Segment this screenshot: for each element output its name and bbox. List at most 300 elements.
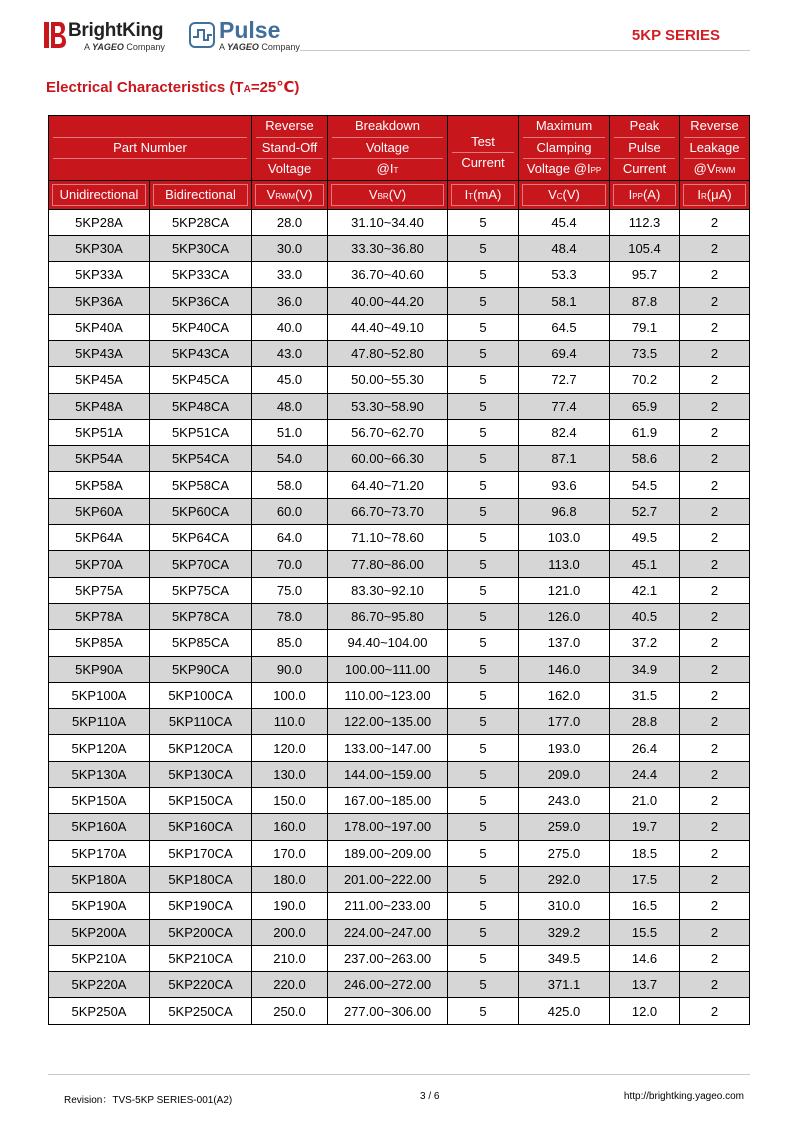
unit-text: (V) bbox=[562, 186, 580, 202]
unidirectional-cell: 5KP48A bbox=[49, 393, 150, 419]
bidirectional-cell: 5KP75CA bbox=[150, 577, 252, 603]
header-line: Leakage bbox=[684, 138, 745, 160]
vc-cell: 292.0 bbox=[519, 866, 610, 892]
revision-text: Revision：TVS-5KP SERIES-001(A2) bbox=[64, 1095, 233, 1106]
vbr-cell: 77.80~86.00 bbox=[328, 551, 448, 577]
it-cell: 5 bbox=[448, 682, 519, 708]
vrwm-cell: 36.0 bbox=[252, 288, 328, 314]
vbr-cell: 277.00~306.00 bbox=[328, 998, 448, 1024]
bidirectional-cell: 5KP28CA bbox=[150, 209, 252, 235]
vbr-cell: 64.40~71.20 bbox=[328, 472, 448, 498]
bidirectional-cell: 5KP250CA bbox=[150, 998, 252, 1024]
ir-cell: 2 bbox=[680, 577, 750, 603]
vrwm-cell: 90.0 bbox=[252, 656, 328, 682]
vrwm-cell: 250.0 bbox=[252, 998, 328, 1024]
it-cell: 5 bbox=[448, 446, 519, 472]
vrwm-cell: 48.0 bbox=[252, 393, 328, 419]
vbr-cell: 189.00~209.00 bbox=[328, 840, 448, 866]
table-row bbox=[49, 393, 750, 419]
table-row bbox=[49, 788, 750, 814]
unidirectional-cell: 5KP36A bbox=[49, 288, 150, 314]
ipp-cell: 58.6 bbox=[610, 446, 680, 472]
ir-cell: 2 bbox=[680, 446, 750, 472]
unit-symbol: I bbox=[628, 186, 633, 202]
vrwm-cell: 160.0 bbox=[252, 814, 328, 840]
bidirectional-cell: 5KP64CA bbox=[150, 525, 252, 551]
unit-symbol: V bbox=[548, 186, 557, 202]
vbr-cell: 86.70~95.80 bbox=[328, 603, 448, 629]
ipp-cell: 19.7 bbox=[610, 814, 680, 840]
vbr-cell: 211.00~233.00 bbox=[328, 893, 448, 919]
vbr-cell: 246.00~272.00 bbox=[328, 972, 448, 998]
vc-cell: 69.4 bbox=[519, 340, 610, 366]
tagline-brand: YAGEO bbox=[92, 42, 124, 52]
breakdown-voltage-header bbox=[328, 116, 448, 181]
bidirectional-cell: 5KP220CA bbox=[150, 972, 252, 998]
vbr-cell: 100.00~111.00 bbox=[328, 656, 448, 682]
table-row bbox=[49, 709, 750, 735]
unit-subscript: T bbox=[468, 191, 474, 201]
vrwm-cell: 170.0 bbox=[252, 840, 328, 866]
unidirectional-cell: 5KP75A bbox=[49, 577, 150, 603]
header-line bbox=[332, 159, 443, 180]
ir-cell: 2 bbox=[680, 367, 750, 393]
unidirectional-cell: 5KP43A bbox=[49, 340, 150, 366]
it-unit bbox=[448, 180, 519, 209]
vrwm-cell: 220.0 bbox=[252, 972, 328, 998]
unit-subscript: C bbox=[556, 191, 563, 201]
unidirectional-cell: 5KP40A bbox=[49, 314, 150, 340]
it-cell: 5 bbox=[448, 972, 519, 998]
title-subscript: A bbox=[243, 84, 251, 95]
it-cell: 5 bbox=[448, 472, 519, 498]
table-body bbox=[49, 209, 750, 1024]
ir-cell: 2 bbox=[680, 630, 750, 656]
bidirectional-header bbox=[150, 180, 252, 209]
ipp-cell: 28.8 bbox=[610, 709, 680, 735]
vbr-cell: 44.40~49.10 bbox=[328, 314, 448, 340]
tagline-suffix: Company bbox=[126, 42, 165, 52]
vbr-cell: 237.00~263.00 bbox=[328, 945, 448, 971]
vbr-cell: 71.10~78.60 bbox=[328, 525, 448, 551]
vc-cell: 121.0 bbox=[519, 577, 610, 603]
ir-cell: 2 bbox=[680, 866, 750, 892]
ir-cell: 2 bbox=[680, 288, 750, 314]
header-text: Voltage @I bbox=[526, 161, 591, 176]
part-number-header bbox=[49, 116, 252, 181]
header-text: @I bbox=[376, 161, 394, 176]
header-line: Test bbox=[452, 132, 514, 154]
header-text: @V bbox=[693, 161, 716, 176]
ir-cell: 2 bbox=[680, 235, 750, 261]
unidirectional-cell: 5KP110A bbox=[49, 709, 150, 735]
vc-unit bbox=[519, 180, 610, 209]
vrwm-cell: 28.0 bbox=[252, 209, 328, 235]
ipp-cell: 24.4 bbox=[610, 761, 680, 787]
ipp-cell: 31.5 bbox=[610, 682, 680, 708]
vrwm-cell: 75.0 bbox=[252, 577, 328, 603]
vc-cell: 113.0 bbox=[519, 551, 610, 577]
ipp-cell: 12.0 bbox=[610, 998, 680, 1024]
bidirectional-cell: 5KP45CA bbox=[150, 367, 252, 393]
table-row bbox=[49, 209, 750, 235]
it-cell: 5 bbox=[448, 340, 519, 366]
unidirectional-cell: 5KP100A bbox=[49, 682, 150, 708]
table-row bbox=[49, 314, 750, 340]
unidirectional-cell: 5KP78A bbox=[49, 603, 150, 629]
table-row bbox=[49, 367, 750, 393]
it-cell: 5 bbox=[448, 919, 519, 945]
header-line bbox=[684, 159, 745, 180]
ipp-cell: 73.5 bbox=[610, 340, 680, 366]
vbr-cell: 50.00~55.30 bbox=[328, 367, 448, 393]
it-cell: 5 bbox=[448, 998, 519, 1024]
bidirectional-cell: 5KP170CA bbox=[150, 840, 252, 866]
part-number-label: Part Number bbox=[53, 137, 247, 159]
vbr-cell: 47.80~52.80 bbox=[328, 340, 448, 366]
bidirectional-cell: 5KP85CA bbox=[150, 630, 252, 656]
unidirectional-header bbox=[49, 180, 150, 209]
unidirectional-cell: 5KP58A bbox=[49, 472, 150, 498]
ir-cell: 2 bbox=[680, 525, 750, 551]
vc-cell: 103.0 bbox=[519, 525, 610, 551]
header-line: Pulse bbox=[614, 138, 675, 160]
header-line: Stand-Off bbox=[256, 138, 323, 160]
vbr-cell: 224.00~247.00 bbox=[328, 919, 448, 945]
unit-text: (A) bbox=[642, 186, 661, 202]
header-line: Peak bbox=[614, 116, 675, 138]
vbr-cell: 133.00~147.00 bbox=[328, 735, 448, 761]
ipp-cell: 17.5 bbox=[610, 866, 680, 892]
reverse-standoff-header bbox=[252, 116, 328, 181]
table-row bbox=[49, 551, 750, 577]
vrwm-unit bbox=[252, 180, 328, 209]
vbr-cell: 167.00~185.00 bbox=[328, 788, 448, 814]
header-line: Reverse bbox=[684, 116, 745, 138]
it-cell: 5 bbox=[448, 419, 519, 445]
ipp-cell: 54.5 bbox=[610, 472, 680, 498]
bidirectional-cell: 5KP40CA bbox=[150, 314, 252, 340]
ir-cell: 2 bbox=[680, 919, 750, 945]
pulse-name: Pulse bbox=[219, 17, 281, 43]
vc-cell: 137.0 bbox=[519, 630, 610, 656]
header-line: Clamping bbox=[523, 138, 605, 160]
unidirectional-cell: 5KP150A bbox=[49, 788, 150, 814]
it-cell: 5 bbox=[448, 577, 519, 603]
pulse-tagline bbox=[219, 42, 300, 52]
unidirectional-cell: 5KP90A bbox=[49, 656, 150, 682]
vc-cell: 72.7 bbox=[519, 367, 610, 393]
unidirectional-cell: 5KP30A bbox=[49, 235, 150, 261]
table-row bbox=[49, 262, 750, 288]
bidirectional-cell: 5KP100CA bbox=[150, 682, 252, 708]
it-cell: 5 bbox=[448, 498, 519, 524]
unidirectional-cell: 5KP64A bbox=[49, 525, 150, 551]
vc-cell: 96.8 bbox=[519, 498, 610, 524]
vrwm-cell: 100.0 bbox=[252, 682, 328, 708]
unidirectional-cell: 5KP60A bbox=[49, 498, 150, 524]
ir-cell: 2 bbox=[680, 998, 750, 1024]
bidirectional-cell: 5KP150CA bbox=[150, 788, 252, 814]
vc-cell: 93.6 bbox=[519, 472, 610, 498]
ipp-cell: 37.2 bbox=[610, 630, 680, 656]
section-title bbox=[46, 78, 299, 96]
electrical-characteristics-table bbox=[48, 115, 750, 1025]
table-row bbox=[49, 998, 750, 1024]
bidirectional-cell: 5KP180CA bbox=[150, 866, 252, 892]
vc-cell: 275.0 bbox=[519, 840, 610, 866]
vc-cell: 87.1 bbox=[519, 446, 610, 472]
bidirectional-cell: 5KP130CA bbox=[150, 761, 252, 787]
unit-text: (mA) bbox=[473, 186, 502, 202]
vc-cell: 45.4 bbox=[519, 209, 610, 235]
ir-cell: 2 bbox=[680, 761, 750, 787]
unidirectional-cell: 5KP33A bbox=[49, 262, 150, 288]
table-row bbox=[49, 288, 750, 314]
bidirectional-cell: 5KP30CA bbox=[150, 235, 252, 261]
tagline-suffix: Company bbox=[261, 42, 300, 52]
unit-symbol: V bbox=[266, 186, 276, 202]
ipp-cell: 40.5 bbox=[610, 603, 680, 629]
vrwm-cell: 43.0 bbox=[252, 340, 328, 366]
vrwm-cell: 110.0 bbox=[252, 709, 328, 735]
unidirectional-cell: 5KP180A bbox=[49, 866, 150, 892]
it-cell: 5 bbox=[448, 656, 519, 682]
vc-cell: 243.0 bbox=[519, 788, 610, 814]
table-row bbox=[49, 603, 750, 629]
unit-symbol: V bbox=[368, 186, 378, 202]
vbr-cell: 201.00~222.00 bbox=[328, 866, 448, 892]
unidirectional-cell: 5KP28A bbox=[49, 209, 150, 235]
header-row bbox=[49, 116, 750, 181]
vrwm-cell: 60.0 bbox=[252, 498, 328, 524]
table-row bbox=[49, 866, 750, 892]
bidirectional-cell: 5KP78CA bbox=[150, 603, 252, 629]
vc-cell: 425.0 bbox=[519, 998, 610, 1024]
vbr-cell: 83.30~92.10 bbox=[328, 577, 448, 603]
title-prefix: Electrical Characteristics (T bbox=[46, 79, 244, 96]
it-cell: 5 bbox=[448, 314, 519, 340]
header-line: Current bbox=[622, 161, 667, 176]
ir-cell: 2 bbox=[680, 972, 750, 998]
table-row bbox=[49, 840, 750, 866]
ir-cell: 2 bbox=[680, 209, 750, 235]
it-cell: 5 bbox=[448, 603, 519, 629]
vc-cell: 349.5 bbox=[519, 945, 610, 971]
ipp-cell: 49.5 bbox=[610, 525, 680, 551]
vrwm-cell: 130.0 bbox=[252, 761, 328, 787]
ipp-cell: 26.4 bbox=[610, 735, 680, 761]
website-link[interactable]: http://brightking.yageo.com bbox=[623, 1091, 744, 1102]
bidirectional-cell: 5KP60CA bbox=[150, 498, 252, 524]
table-row bbox=[49, 761, 750, 787]
ir-cell: 2 bbox=[680, 262, 750, 288]
bidirectional-cell: 5KP90CA bbox=[150, 656, 252, 682]
vrwm-cell: 78.0 bbox=[252, 603, 328, 629]
vc-cell: 146.0 bbox=[519, 656, 610, 682]
vc-cell: 48.4 bbox=[519, 235, 610, 261]
ir-cell: 2 bbox=[680, 472, 750, 498]
unidirectional-cell: 5KP190A bbox=[49, 893, 150, 919]
ipp-cell: 21.0 bbox=[610, 788, 680, 814]
ir-unit bbox=[680, 180, 750, 209]
vc-cell: 126.0 bbox=[519, 603, 610, 629]
vc-cell: 259.0 bbox=[519, 814, 610, 840]
unidirectional-cell: 5KP51A bbox=[49, 419, 150, 445]
header-subscript: T bbox=[393, 166, 399, 175]
series-title: 5KP SERIES bbox=[631, 27, 720, 44]
unidirectional-cell: 5KP250A bbox=[49, 998, 150, 1024]
tagline-brand: YAGEO bbox=[227, 42, 259, 52]
ipp-cell: 87.8 bbox=[610, 288, 680, 314]
vc-cell: 162.0 bbox=[519, 682, 610, 708]
it-cell: 5 bbox=[448, 630, 519, 656]
vrwm-cell: 70.0 bbox=[252, 551, 328, 577]
vrwm-cell: 180.0 bbox=[252, 866, 328, 892]
ir-cell: 2 bbox=[680, 340, 750, 366]
bidirectional-cell: 5KP58CA bbox=[150, 472, 252, 498]
vrwm-cell: 64.0 bbox=[252, 525, 328, 551]
pulse-logo-icon bbox=[189, 22, 215, 48]
table-row bbox=[49, 682, 750, 708]
ipp-cell: 105.4 bbox=[610, 235, 680, 261]
unit-subscript: RWM bbox=[275, 191, 296, 201]
vc-cell: 329.2 bbox=[519, 919, 610, 945]
vc-cell: 53.3 bbox=[519, 262, 610, 288]
ir-cell: 2 bbox=[680, 551, 750, 577]
ir-cell: 2 bbox=[680, 945, 750, 971]
vc-cell: 77.4 bbox=[519, 393, 610, 419]
vrwm-cell: 190.0 bbox=[252, 893, 328, 919]
unidirectional-cell: 5KP200A bbox=[49, 919, 150, 945]
bidirectional-cell: 5KP51CA bbox=[150, 419, 252, 445]
vc-cell: 64.5 bbox=[519, 314, 610, 340]
ir-cell: 2 bbox=[680, 656, 750, 682]
ir-cell: 2 bbox=[680, 814, 750, 840]
table-row bbox=[49, 235, 750, 261]
ir-cell: 2 bbox=[680, 682, 750, 708]
test-current-header bbox=[448, 116, 519, 181]
table-row bbox=[49, 419, 750, 445]
vc-cell: 193.0 bbox=[519, 735, 610, 761]
vrwm-cell: 150.0 bbox=[252, 788, 328, 814]
header-line: Voltage bbox=[267, 161, 312, 176]
ir-cell: 2 bbox=[680, 709, 750, 735]
it-cell: 5 bbox=[448, 262, 519, 288]
ipp-cell: 15.5 bbox=[610, 919, 680, 945]
table-row bbox=[49, 893, 750, 919]
unit-subscript: BR bbox=[377, 191, 389, 201]
bidirectional-cell: 5KP43CA bbox=[150, 340, 252, 366]
it-cell: 5 bbox=[448, 525, 519, 551]
it-cell: 5 bbox=[448, 893, 519, 919]
ipp-cell: 14.6 bbox=[610, 945, 680, 971]
ir-cell: 2 bbox=[680, 788, 750, 814]
vbr-cell: 31.10~34.40 bbox=[328, 209, 448, 235]
unidirectional-cell: 5KP70A bbox=[49, 551, 150, 577]
table-row bbox=[49, 656, 750, 682]
ipp-cell: 65.9 bbox=[610, 393, 680, 419]
unidirectional-cell: 5KP160A bbox=[49, 814, 150, 840]
unidirectional-cell: 5KP130A bbox=[49, 761, 150, 787]
ipp-cell: 42.1 bbox=[610, 577, 680, 603]
unidirectional-cell: 5KP54A bbox=[49, 446, 150, 472]
it-cell: 5 bbox=[448, 788, 519, 814]
it-cell: 5 bbox=[448, 367, 519, 393]
vbr-cell: 94.40~104.00 bbox=[328, 630, 448, 656]
tagline-prefix: A bbox=[219, 42, 225, 52]
tagline-prefix: A bbox=[84, 42, 90, 52]
vbr-unit bbox=[328, 180, 448, 209]
unidirectional-cell: 5KP170A bbox=[49, 840, 150, 866]
ipp-cell: 61.9 bbox=[610, 419, 680, 445]
table-row bbox=[49, 945, 750, 971]
vbr-cell: 53.30~58.90 bbox=[328, 393, 448, 419]
table-row bbox=[49, 630, 750, 656]
vrwm-cell: 210.0 bbox=[252, 945, 328, 971]
ipp-cell: 95.7 bbox=[610, 262, 680, 288]
vrwm-cell: 51.0 bbox=[252, 419, 328, 445]
ir-cell: 2 bbox=[680, 393, 750, 419]
table-row bbox=[49, 525, 750, 551]
header-line: Breakdown bbox=[332, 116, 443, 138]
unit-label: Unidirectional bbox=[52, 184, 146, 206]
it-cell: 5 bbox=[448, 393, 519, 419]
ipp-cell: 52.7 bbox=[610, 498, 680, 524]
pulse-logo bbox=[189, 17, 309, 56]
vc-cell: 82.4 bbox=[519, 419, 610, 445]
it-cell: 5 bbox=[448, 709, 519, 735]
ir-cell: 2 bbox=[680, 498, 750, 524]
vbr-cell: 36.70~40.60 bbox=[328, 262, 448, 288]
vrwm-cell: 54.0 bbox=[252, 446, 328, 472]
ipp-cell: 112.3 bbox=[610, 209, 680, 235]
ir-cell: 2 bbox=[680, 735, 750, 761]
it-cell: 5 bbox=[448, 761, 519, 787]
vc-cell: 209.0 bbox=[519, 761, 610, 787]
ipp-cell: 16.5 bbox=[610, 893, 680, 919]
vbr-cell: 60.00~66.30 bbox=[328, 446, 448, 472]
it-cell: 5 bbox=[448, 288, 519, 314]
it-cell: 5 bbox=[448, 551, 519, 577]
bidirectional-cell: 5KP36CA bbox=[150, 288, 252, 314]
vc-cell: 371.1 bbox=[519, 972, 610, 998]
table-row bbox=[49, 577, 750, 603]
unidirectional-cell: 5KP220A bbox=[49, 972, 150, 998]
brightking-tagline bbox=[84, 42, 165, 52]
header-line bbox=[523, 159, 605, 180]
unit-text: (V) bbox=[388, 186, 407, 202]
footer-divider bbox=[48, 1074, 750, 1075]
unidirectional-cell: 5KP120A bbox=[49, 735, 150, 761]
title-suffix: =25℃) bbox=[250, 79, 300, 96]
header-line: Maximum bbox=[523, 116, 605, 138]
bidirectional-cell: 5KP120CA bbox=[150, 735, 252, 761]
vc-cell: 177.0 bbox=[519, 709, 610, 735]
vrwm-cell: 45.0 bbox=[252, 367, 328, 393]
vrwm-cell: 120.0 bbox=[252, 735, 328, 761]
ipp-cell: 45.1 bbox=[610, 551, 680, 577]
it-cell: 5 bbox=[448, 735, 519, 761]
units-row bbox=[49, 180, 750, 209]
vbr-cell: 178.00~197.00 bbox=[328, 814, 448, 840]
table-row bbox=[49, 972, 750, 998]
ipp-cell: 70.2 bbox=[610, 367, 680, 393]
vbr-cell: 40.00~44.20 bbox=[328, 288, 448, 314]
brightking-name: BrightKing bbox=[68, 20, 164, 41]
reverse-leakage-header bbox=[680, 116, 750, 181]
table-row bbox=[49, 919, 750, 945]
